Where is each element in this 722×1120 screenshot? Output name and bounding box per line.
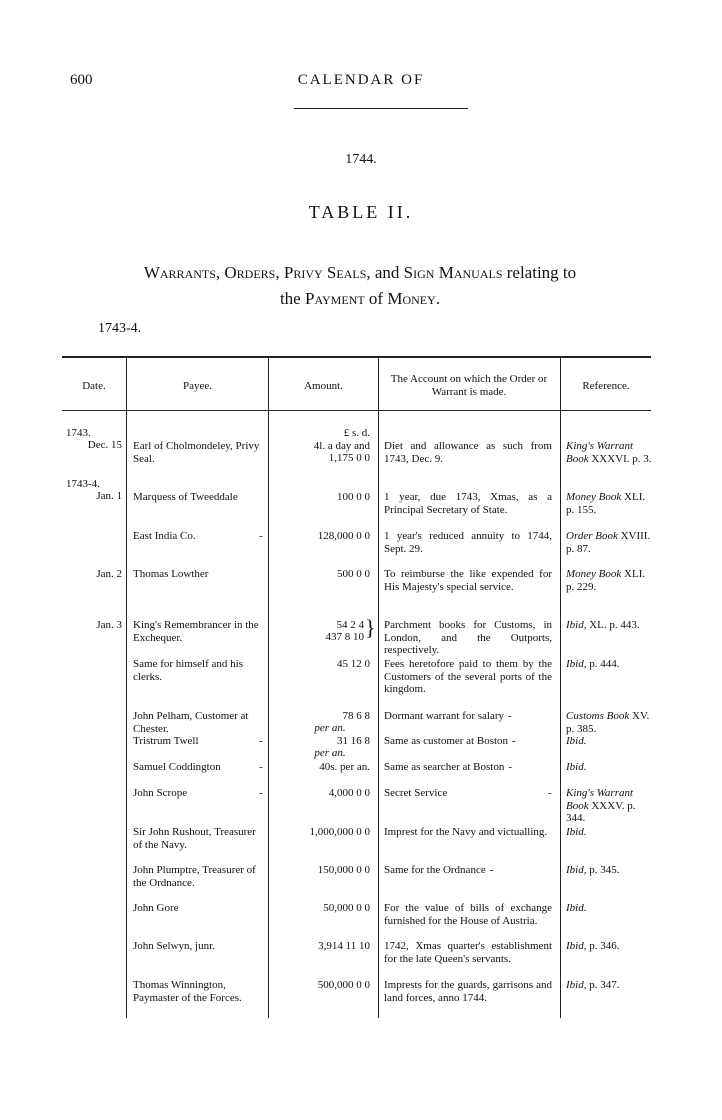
leader-dash: -: [259, 530, 263, 542]
column-header-date: Date.: [82, 379, 106, 392]
row-payee: John Gore: [133, 902, 179, 914]
row-payee: [133, 761, 263, 774]
payee-text: Samuel Coddington: [133, 761, 221, 773]
row-amount: 1,000,000 0 0: [309, 826, 370, 838]
row-amount: 40s. per an.: [319, 761, 370, 773]
row-reference: [566, 491, 654, 516]
heading-word: Payment: [304, 289, 365, 308]
reference-book: Customs Book: [566, 710, 630, 722]
reference-page: XXXV. p. 344.: [566, 799, 636, 824]
row-amount: 500 0 0: [337, 568, 370, 580]
account-text: Dormant warrant for salary: [384, 710, 505, 722]
row-reference: [566, 902, 654, 915]
table-heading: [60, 260, 660, 312]
reference-book: Ibid,: [566, 658, 587, 670]
row-amount: 4l. a day and: [313, 440, 370, 452]
table-title: TABLE II.: [308, 202, 414, 222]
row-amount: 50,000 0 0: [323, 902, 370, 914]
row-payee: [133, 735, 263, 748]
row-account: [384, 787, 552, 800]
reference-book: Order Book: [566, 530, 618, 542]
row-payee: King's Remembrancer in the Exchequer.: [133, 619, 259, 644]
row-account: [384, 761, 552, 774]
brace-glyph: }: [365, 615, 376, 640]
amount-per-annum: per an.: [314, 747, 346, 759]
row-amount: 500,000 0 0: [317, 979, 370, 991]
header-rule: [294, 108, 468, 109]
row-account: To reimburse the like expended for His Majesty's special service.: [384, 568, 552, 593]
reference-page: XLI. p. 229.: [566, 568, 646, 593]
row-account: [384, 735, 552, 748]
table-top-rule: [62, 356, 651, 358]
row-date: Jan. 3: [96, 619, 122, 631]
leader-dash: -: [512, 735, 516, 747]
row-reference: [566, 619, 654, 632]
row-reference: [566, 940, 654, 953]
row-account: Parchment books for Customs, in London, and the Outports, respectively.: [384, 619, 552, 656]
table-header-rule: [62, 410, 651, 411]
column-header-payee: Payee.: [182, 379, 212, 392]
row-payee: Sir John Rushout, Treasurer of the Navy.: [133, 826, 256, 851]
row-reference: [566, 761, 654, 774]
heading-word: Sign Manuals: [403, 263, 503, 282]
account-text: Same as customer at Boston: [384, 735, 509, 747]
page-number: 600: [70, 72, 93, 88]
leader-dash: -: [259, 787, 263, 799]
reference-book: Ibid.: [566, 902, 587, 914]
row-reference: [566, 710, 654, 735]
row-date: Dec. 15: [87, 439, 122, 451]
row-amount: 100 0 0: [337, 491, 370, 503]
column-divider: [378, 358, 379, 1018]
leader-dash: -: [489, 864, 494, 876]
account-text: Secret Service: [384, 787, 448, 799]
reference-book: Ibid.: [566, 826, 587, 838]
row-reference: [566, 735, 654, 748]
row-reference: [566, 530, 654, 555]
row-date-year: 1743-4.: [66, 478, 100, 490]
row-account: Fees heretofore paid to them by the Customers of the several ports of the kingdom.: [384, 658, 552, 695]
year-heading: 1744.: [345, 152, 377, 167]
account-text: Same for the Ordnance: [384, 864, 486, 876]
column-divider: [268, 358, 269, 1018]
row-amount: 45 12 0: [337, 658, 370, 670]
heading-word: the: [279, 289, 301, 308]
leader-dash: -: [259, 761, 263, 773]
row-amount: 78 6 8: [342, 710, 370, 722]
reference-book: Ibid,: [566, 864, 587, 876]
reference-page: p. 346.: [586, 940, 620, 952]
payee-text: East India Co.: [133, 530, 196, 542]
reference-book: Money Book: [566, 568, 622, 580]
heading-word: and: [374, 263, 400, 282]
row-account: 1 year's reduced annuity to 1744, Sept. 29.: [384, 530, 552, 555]
row-reference: [566, 826, 654, 839]
row-amount: 437 8 10: [325, 631, 364, 643]
account-text: Same as searcher at Boston: [384, 761, 505, 773]
row-account: Imprests for the guards, garrisons and land forces, anno 1744.: [384, 979, 552, 1004]
reference-page: p. 347.: [586, 979, 620, 991]
heading-word: Warrants,: [143, 263, 221, 282]
row-amount: 1,175 0 0: [328, 452, 370, 464]
row-payee: Same for himself and his clerks.: [133, 658, 243, 683]
row-reference: [566, 440, 654, 465]
reference-page: XL. p. 443.: [586, 619, 640, 631]
row-date-year: 1743.: [66, 427, 91, 439]
leader-dash: -: [259, 735, 263, 747]
heading-word: Money.: [387, 289, 441, 308]
column-divider: [560, 358, 561, 1018]
reference-book: King's Warrant Book: [566, 787, 634, 812]
column-header-reference: Reference.: [582, 379, 630, 392]
row-account: Imprest for the Navy and victualling.: [384, 826, 548, 838]
row-payee: [133, 530, 263, 543]
row-payee: John Pelham, Customer at Chester.: [133, 710, 249, 735]
row-amount: 4,000 0 0: [328, 787, 370, 799]
reference-page: XLI. p. 155.: [566, 491, 646, 516]
reference-book: Ibid.: [566, 735, 587, 747]
row-reference: [566, 864, 654, 877]
row-payee: Marquess of Tweeddale: [133, 491, 238, 503]
reference-book: Ibid,: [566, 619, 587, 631]
amount-units: £ s. d.: [343, 427, 370, 439]
row-account: Diet and allowance as such from 1743, Dec. 9.: [384, 440, 552, 465]
column-header-account: The Account on which the Order or Warrant is made.: [390, 373, 548, 398]
row-payee: [133, 787, 263, 800]
reference-page: XXXVI. p. 3.: [588, 452, 652, 465]
heading-word: relating to: [506, 263, 577, 282]
leader-dash: -: [508, 710, 512, 722]
column-header-amount: Amount.: [304, 379, 343, 392]
heading-word: of: [368, 289, 384, 308]
row-amount: 128,000 0 0: [317, 530, 370, 542]
row-payee: Earl of Cholmondeley, Privy Seal.: [133, 440, 260, 465]
row-date: Jan. 1: [96, 490, 122, 502]
heading-word: Orders,: [224, 263, 280, 282]
row-account: 1742, Xmas quarter's establishment for the late Queen's servants.: [384, 940, 552, 965]
row-payee: John Plumptre, Treasurer of the Ordnance.: [133, 864, 256, 889]
reference-book: Ibid.: [566, 761, 587, 773]
row-reference: [566, 787, 654, 825]
row-date: Jan. 2: [96, 568, 122, 580]
row-payee: Thomas Winnington, Paymaster of the Forces.: [133, 979, 242, 1004]
row-amount: 150,000 0 0: [317, 864, 370, 876]
amount-per-annum: per an.: [314, 722, 346, 734]
reference-page: XV. p. 385.: [566, 710, 650, 735]
payee-text: Tristrum Twell: [133, 735, 199, 747]
row-amount: 31 16 8: [337, 735, 370, 747]
leader-dash: -: [548, 787, 552, 799]
reference-book: Ibid,: [566, 940, 587, 952]
row-account: [384, 864, 552, 877]
row-reference: [566, 568, 654, 593]
reference-page: p. 345.: [586, 864, 620, 876]
row-reference: [566, 658, 654, 671]
row-account: For the value of bills of exchange furnished for the House of Austria.: [384, 902, 552, 927]
heading-word: Privy Seals,: [283, 263, 371, 282]
reference-book: King's Warrant Book: [566, 440, 634, 465]
row-amount: 3,914 11 10: [318, 940, 370, 952]
row-reference: [566, 979, 654, 992]
leader-dash: -: [508, 761, 513, 773]
running-title: CALENDAR OF: [297, 72, 425, 88]
reference-book: Ibid,: [566, 979, 587, 991]
reference-page: p. 444.: [586, 658, 620, 670]
reference-book: Money Book: [566, 491, 622, 503]
payee-text: John Scrope: [133, 787, 188, 799]
row-payee: John Selwyn, junr.: [133, 940, 215, 952]
reference-page: XVIII. p. 87.: [566, 530, 651, 555]
row-payee: Thomas Lowther: [133, 568, 209, 580]
row-account: 1 year, due 1743, Xmas, as a Principal Secretary of State.: [384, 491, 552, 516]
row-account: [384, 710, 552, 723]
sub-year: 1743-4.: [98, 321, 142, 336]
row-amount: 54 2 4: [336, 619, 364, 631]
column-divider: [126, 358, 127, 1018]
